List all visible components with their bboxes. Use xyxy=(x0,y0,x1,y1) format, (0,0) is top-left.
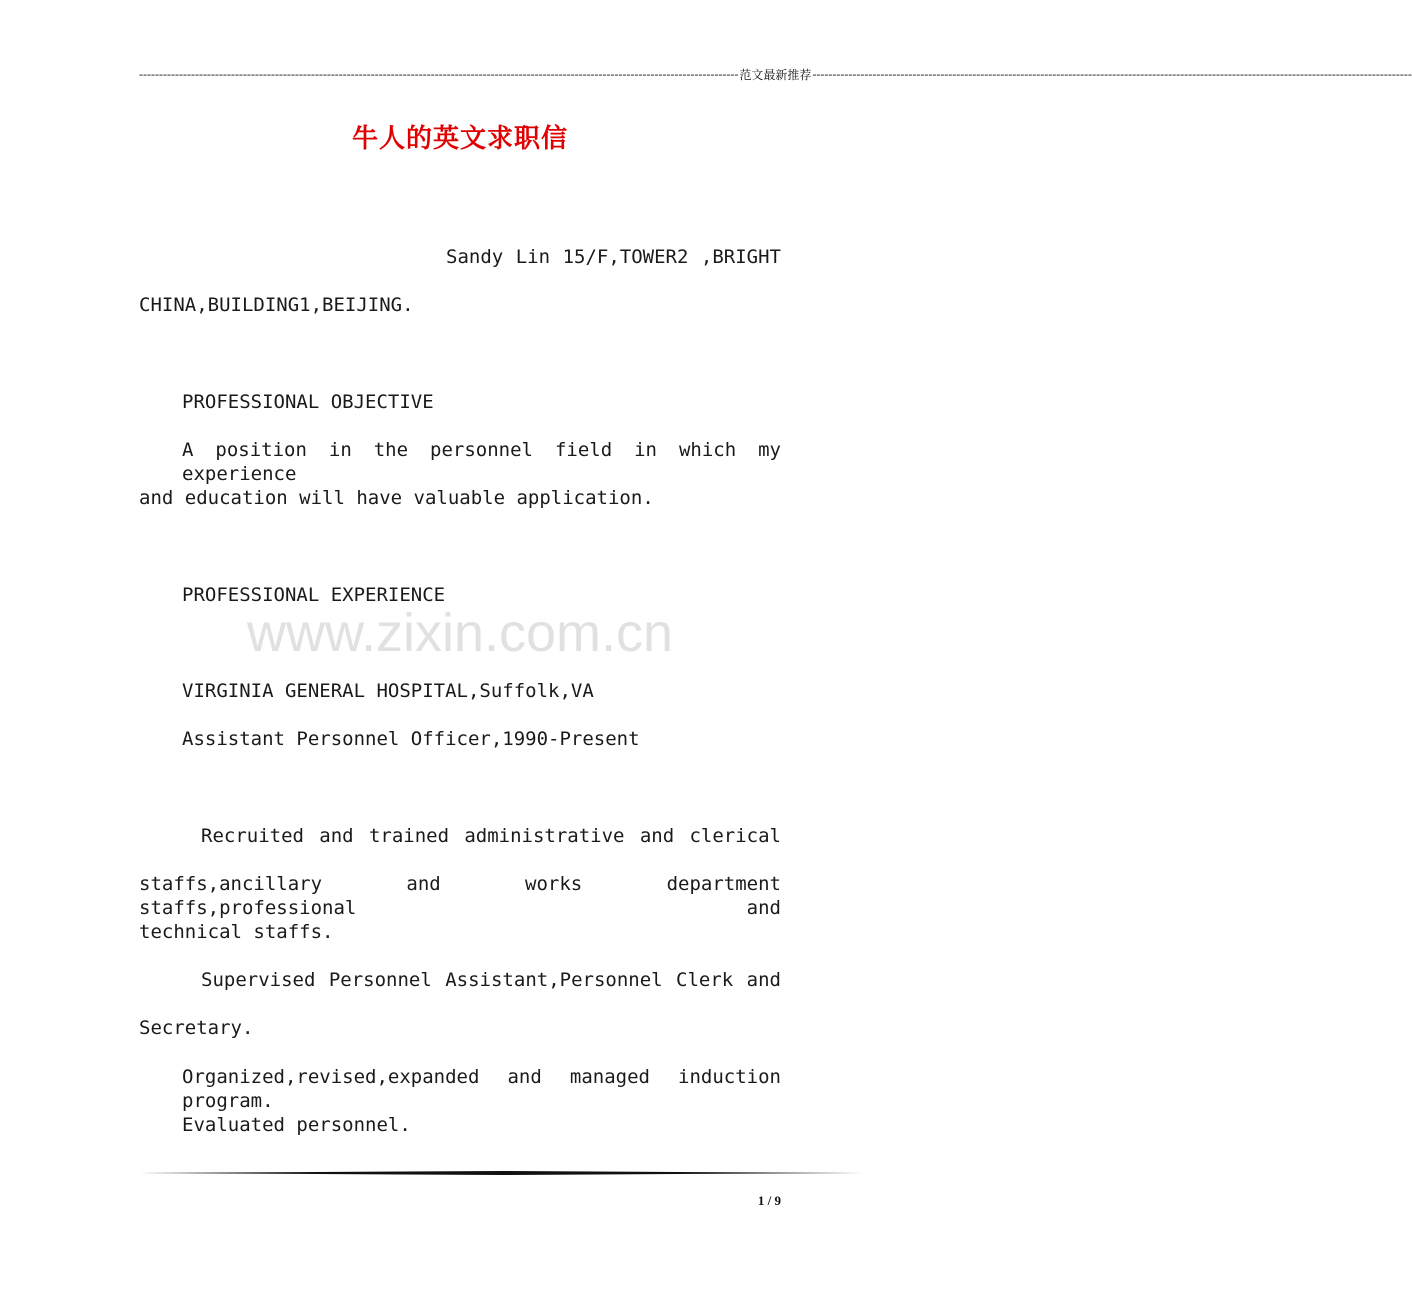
address-line-2: CHINA,BUILDING1,BEIJING. xyxy=(139,294,414,316)
address-line-1: Sandy Lin 15/F,TOWER2 ,BRIGHT xyxy=(446,246,781,268)
objective-heading: PROFESSIONAL OBJECTIVE xyxy=(182,391,434,413)
objective-text-line-1: A position in the personnel field in which my experience xyxy=(182,439,781,485)
header-dashes-right: ------------------------------------------------------------------------------------------------------------------------------------------------------ xyxy=(812,67,1412,81)
footer-rule xyxy=(139,1171,863,1175)
duty-2-line-1: Supervised Personnel Assistant,Personnel Clerk and xyxy=(201,969,781,991)
header-label: 范文最新推荐 xyxy=(739,68,812,82)
watermark: www.zixin.com.cn xyxy=(246,603,674,663)
position-line: Assistant Personnel Officer,1990-Present xyxy=(182,728,640,750)
duty-2-line-2: Secretary. xyxy=(139,1017,254,1039)
experience-heading: PROFESSIONAL EXPERIENCE xyxy=(182,584,446,606)
employer-line: VIRGINIA GENERAL HOSPITAL,Suffolk,VA xyxy=(182,680,594,702)
duty-4: Evaluated personnel. xyxy=(182,1114,411,1136)
header-rule xyxy=(139,66,1412,83)
duty-1-line-1: Recruited and trained administrative and clerical xyxy=(201,825,781,847)
page-number: 1 / 9 xyxy=(757,1193,781,1208)
duty-1-line-2: staffs,ancillary and works department staffs,professional and xyxy=(139,873,781,919)
duty-3: Organized,revised,expanded and managed induction program. xyxy=(182,1066,781,1112)
objective-text-line-2: and education will have valuable application. xyxy=(139,487,654,509)
duty-1-line-3: technical staffs. xyxy=(139,921,334,943)
header-dashes-left: ------------------------------------------------------------------------------------------------------------------------------------------------------ xyxy=(139,67,739,81)
document-title: 牛人的英文求职信 xyxy=(351,124,568,154)
